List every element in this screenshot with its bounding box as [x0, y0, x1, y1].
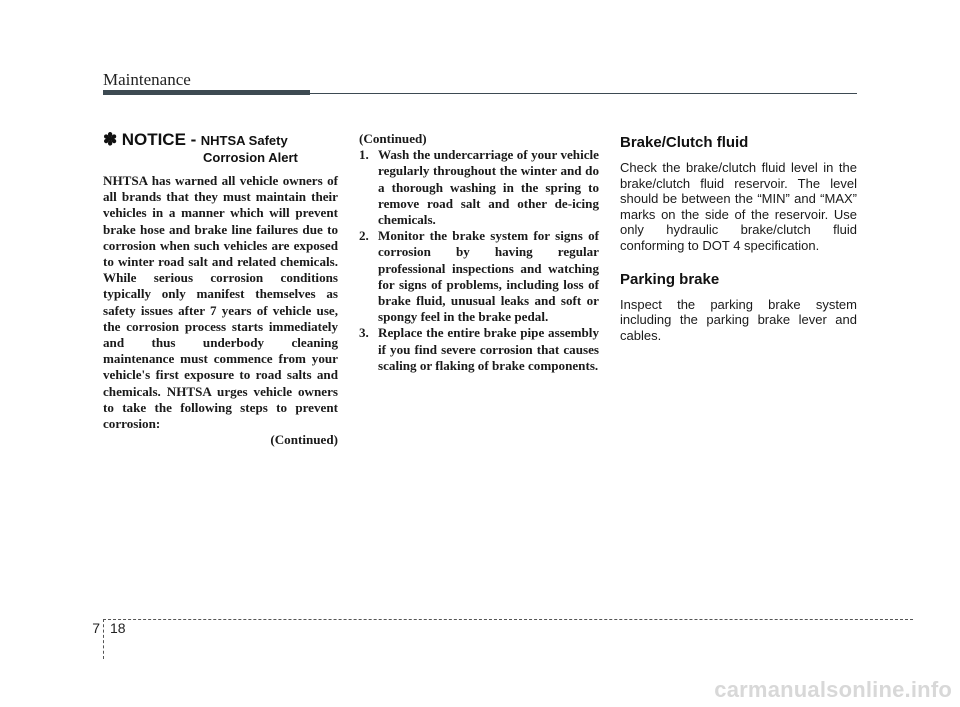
- notice-continued: (Continued): [270, 432, 338, 448]
- brake-fluid-title: Brake/Clutch fluid: [620, 134, 749, 151]
- step-number: 3.: [359, 325, 369, 341]
- step-text: Wash the undercarriage of your vehicle regularly throughout the winter and do a thorough washing in the spring to remove road salt and other de-icing chemicals.: [378, 147, 599, 228]
- steps-column: [359, 131, 599, 374]
- notice-title-line2: Corrosion Alert: [203, 150, 298, 165]
- step-text: Monitor the brake system for signs of corrosion by having regular professional inspections and watching for signs of problems, including loss of brake fluid, unusual leaks and soft or spongy feel in the brake pedal.: [378, 228, 599, 325]
- notice-column: [103, 131, 338, 448]
- maintenance-column: [620, 131, 857, 360]
- list-item: [359, 228, 599, 325]
- notice-label: NOTICE -: [121, 130, 197, 149]
- list-item: [359, 147, 599, 228]
- step-number: 2.: [359, 228, 369, 244]
- notice-heading: [103, 131, 338, 166]
- footer-divider: [103, 619, 104, 659]
- notice-body: NHTSA has warned all vehicle owners of all brands that they must maintain their vehicles in a manner which will prevent brake hose and brake line failures due to corrosion when such vehicles are exposed to winter road salt and related chemicals. While serious corrosion conditions typically only manifest themselves as safety issues after 7 years of vehicle use, the corrosion process starts immediately and thus underbody cleaning maintenance must commence from your vehicle's first exposure to road salts and chemicals. NHTSA urges vehicle owners to take the following steps to prevent corrosion:: [103, 173, 338, 432]
- brake-fluid-body: Check the brake/clutch fluid level in the brake/clutch fluid reservoir. The level should be between the “MIN” and “MAX” marks on the side of the reservoir. Use only hydraulic brake/clutch fluid conforming to DOT 4 specification.: [620, 160, 857, 253]
- steps-continued: (Continued): [359, 131, 427, 146]
- footer-rule: [103, 619, 913, 620]
- list-item: [359, 325, 599, 374]
- watermark: carmanualsonline.info: [714, 677, 952, 702]
- chapter-number: 7: [92, 620, 100, 636]
- notice-title-line1: NHTSA Safety: [200, 133, 288, 148]
- parking-brake-body: Inspect the parking brake system including the parking brake lever and cables.: [620, 296, 857, 343]
- header-rule: [310, 93, 857, 94]
- parking-brake-title: Parking brake: [620, 270, 720, 288]
- notice-asterisk-icon: ✽: [103, 130, 118, 149]
- step-text: Replace the entire brake pipe assembly if you find severe corrosion that causes scaling or flaking of brake components.: [378, 325, 599, 373]
- header-rule-accent: [103, 90, 310, 95]
- page-header-title: Maintenance: [103, 70, 191, 89]
- steps-list: [359, 147, 599, 374]
- step-number: 1.: [359, 147, 369, 163]
- page-number: 18: [110, 620, 126, 636]
